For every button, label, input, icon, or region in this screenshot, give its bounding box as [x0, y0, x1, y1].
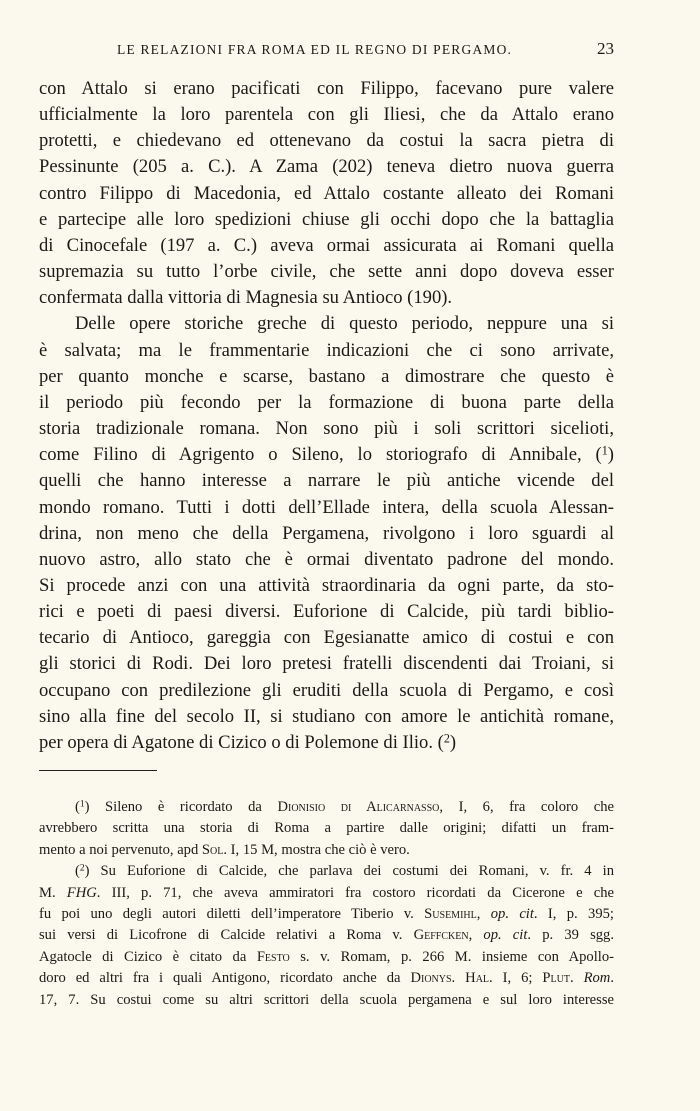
footnote-mark-1: 1 [79, 799, 85, 810]
note-line: doro ed altri fra i quali Antigono, ricordato anche da Dionys. Hal. I, 6; Plut. Rom. [39, 970, 614, 987]
paragraph-2 [39, 311, 614, 756]
text-line-with-note [39, 442, 614, 468]
text-segment: ( [75, 863, 80, 880]
text-line: sino alla fine del secolo II, si studiano con amore le antichità romane, [39, 705, 614, 727]
text-segment: mento a noi pervenuto, apd [39, 841, 202, 858]
abbreviation: op. cit [483, 927, 528, 944]
text-line: tecario di Antioco, gareggia con Egesianatte amico di costui e con [39, 627, 614, 649]
text-line: di Cinocefale (197 a. C.) aveva ormai assicurata ai Romani quella [39, 234, 614, 256]
text-line: mondo romano. Tutti i dotti dell’Ellade intera, della scuola Alessan- [39, 496, 614, 518]
note-line: avrebbero scritta una storia di Roma a partire dalle origini; difatti un fram- [39, 820, 614, 837]
text-segment: doro ed altri fra i quali Antigono, ricordato anche da [39, 970, 411, 987]
text-segment: sui versi di Licofrone di Calcide relativi a Roma v. [39, 927, 414, 944]
text-line: contro Filippo di Macedonia, ed Attalo costante alleato dei Romani [39, 182, 614, 204]
text-line: nuovo astro, allo stato che è ormai diventato padrone del mondo. [39, 548, 614, 570]
author-name: Geffcken [413, 927, 469, 944]
text-segment: . I, 15 M, mostra che ciò è vero. [223, 841, 410, 858]
text-line: Delle opere storiche greche di questo periodo, neppure una si [75, 313, 614, 335]
text-segment: . p. 39 sgg. [527, 927, 615, 944]
text-segment: come Filino di Agrigento o Sileno, lo storiografo di Annibale, ( [39, 444, 602, 466]
note-line [39, 797, 614, 818]
text-segment: . I, p. 395; [533, 906, 614, 923]
note-line [39, 861, 614, 882]
author-name: Plut [542, 970, 570, 987]
text-segment: s. v. Romam, p. 266 M. insieme con Apollo- [289, 948, 614, 965]
text-line: e partecipe alle loro spedizioni chiuse gli occhi dopo che la battaglia [39, 208, 614, 230]
footnote-ref-1[interactable]: 1 [601, 443, 608, 458]
text-line: drina, non meno che della Pergamena, rivolgono i loro sguardi al [39, 522, 614, 544]
text-segment: . III, p. 71, che aveva ammiratori fra costoro ricordati da Cicerone e che [96, 884, 614, 901]
note-line [39, 925, 614, 946]
text-line: è salvata; ma le frammentarie indicazioni che ci sono arrivate, [39, 339, 614, 361]
author-name: Sol [201, 841, 224, 858]
author-name: Susemihl [424, 906, 477, 923]
text-line: confermata dalla vittoria di Magnesia su Antioco (190). [39, 287, 453, 309]
text-segment: ) Sileno è ricordato da [84, 799, 278, 815]
running-title: LE RELAZIONI FRA ROMA ED IL REGNO DI PERGAMO. [117, 42, 513, 57]
note-line [39, 840, 614, 861]
text-line: occupano con predilezione gli eruditi della scuola di Pergamo, e così [39, 679, 614, 701]
close-paren: ) [607, 444, 614, 466]
note-line [39, 883, 614, 904]
footnote-1 [39, 797, 614, 861]
page-number: 23 [597, 39, 614, 58]
text-segment: M. [39, 884, 67, 901]
footnotes [39, 797, 614, 1011]
footnote-divider [39, 770, 157, 771]
text-segment: ( [75, 799, 80, 815]
text-line: ufficialmente la loro parentela con gli Iliesi, che da Attalo erano [39, 104, 614, 126]
text-segment: ) Su Euforione di Calcide, che parlava dei costumi dei Romani, v. fr. 4 in [84, 863, 614, 880]
text-line: per quanto monche e scarse, bastano a dimostrare che questo è [39, 365, 614, 387]
note-line [39, 947, 614, 968]
author-name: Festo [256, 948, 290, 965]
author-name: Dionys. Hal [410, 970, 490, 987]
abbreviation: Rom [583, 970, 611, 987]
close-paren: ) [449, 731, 457, 753]
text-segment: fu poi uno degli autori diletti dell’imperatore Tiberio v. [39, 906, 425, 923]
paragraph-1 [39, 76, 614, 311]
text-segment: per opera di Agatone di Cizico o di Polemone di Ilio. ( [39, 731, 444, 753]
text-line: supremazia su tutto l’orbe civile, che sette anni dopo doveva esser [39, 261, 614, 283]
text-line: protetti, e chiedevano ed ottenevano da costui la sacra pietra di [39, 130, 614, 152]
text-segment: . I, 6; [489, 970, 543, 987]
text-segment: , [468, 927, 484, 944]
abbreviation: FHG [66, 884, 97, 901]
text-segment: , [476, 906, 491, 923]
text-line: con Attalo si erano pacificati con Filippo, facevano pure valere [39, 78, 614, 99]
footnote-mark-2: 2 [79, 863, 85, 874]
footnote-ref-2[interactable]: 2 [443, 731, 450, 746]
note-line [39, 904, 614, 925]
text-line-with-note [39, 730, 614, 756]
main-text [39, 76, 614, 756]
text-segment: Agatocle di Cizico è citato da [39, 948, 257, 965]
text-line: quelli che hanno interesse a narrare le più antiche vicende del [39, 470, 614, 492]
text-line: Pessinunte (205 a. C.). A Zama (202) teneva dietro nuova guerra [39, 156, 614, 178]
text-line: gli storici di Rodi. Dei loro pretesi fratelli discendenti dai Troiani, si [39, 653, 614, 675]
text-segment: , I, 6, fra coloro che [439, 799, 614, 815]
author-name: Dionisio di Alicarnasso [277, 799, 440, 815]
note-line: 17, 7. Su costui come su altri scrittori della scuola pergamena e sul loro interesse [39, 991, 614, 1008]
footnote-2 [39, 861, 614, 1011]
text-line: Si procede anzi con una attività straordinaria da ogni parte, da sto- [39, 574, 614, 596]
text-line: rici e poeti di paesi diversi. Euforione di Calcide, più tardi biblio- [39, 601, 614, 623]
abbreviation: op. cit [490, 906, 534, 923]
text-line: il periodo più fecondo per la formazione di buona parte della [39, 391, 614, 413]
text-line: storia tradizionale romana. Non sono più i soli scrittori sicelioti, [39, 418, 614, 440]
